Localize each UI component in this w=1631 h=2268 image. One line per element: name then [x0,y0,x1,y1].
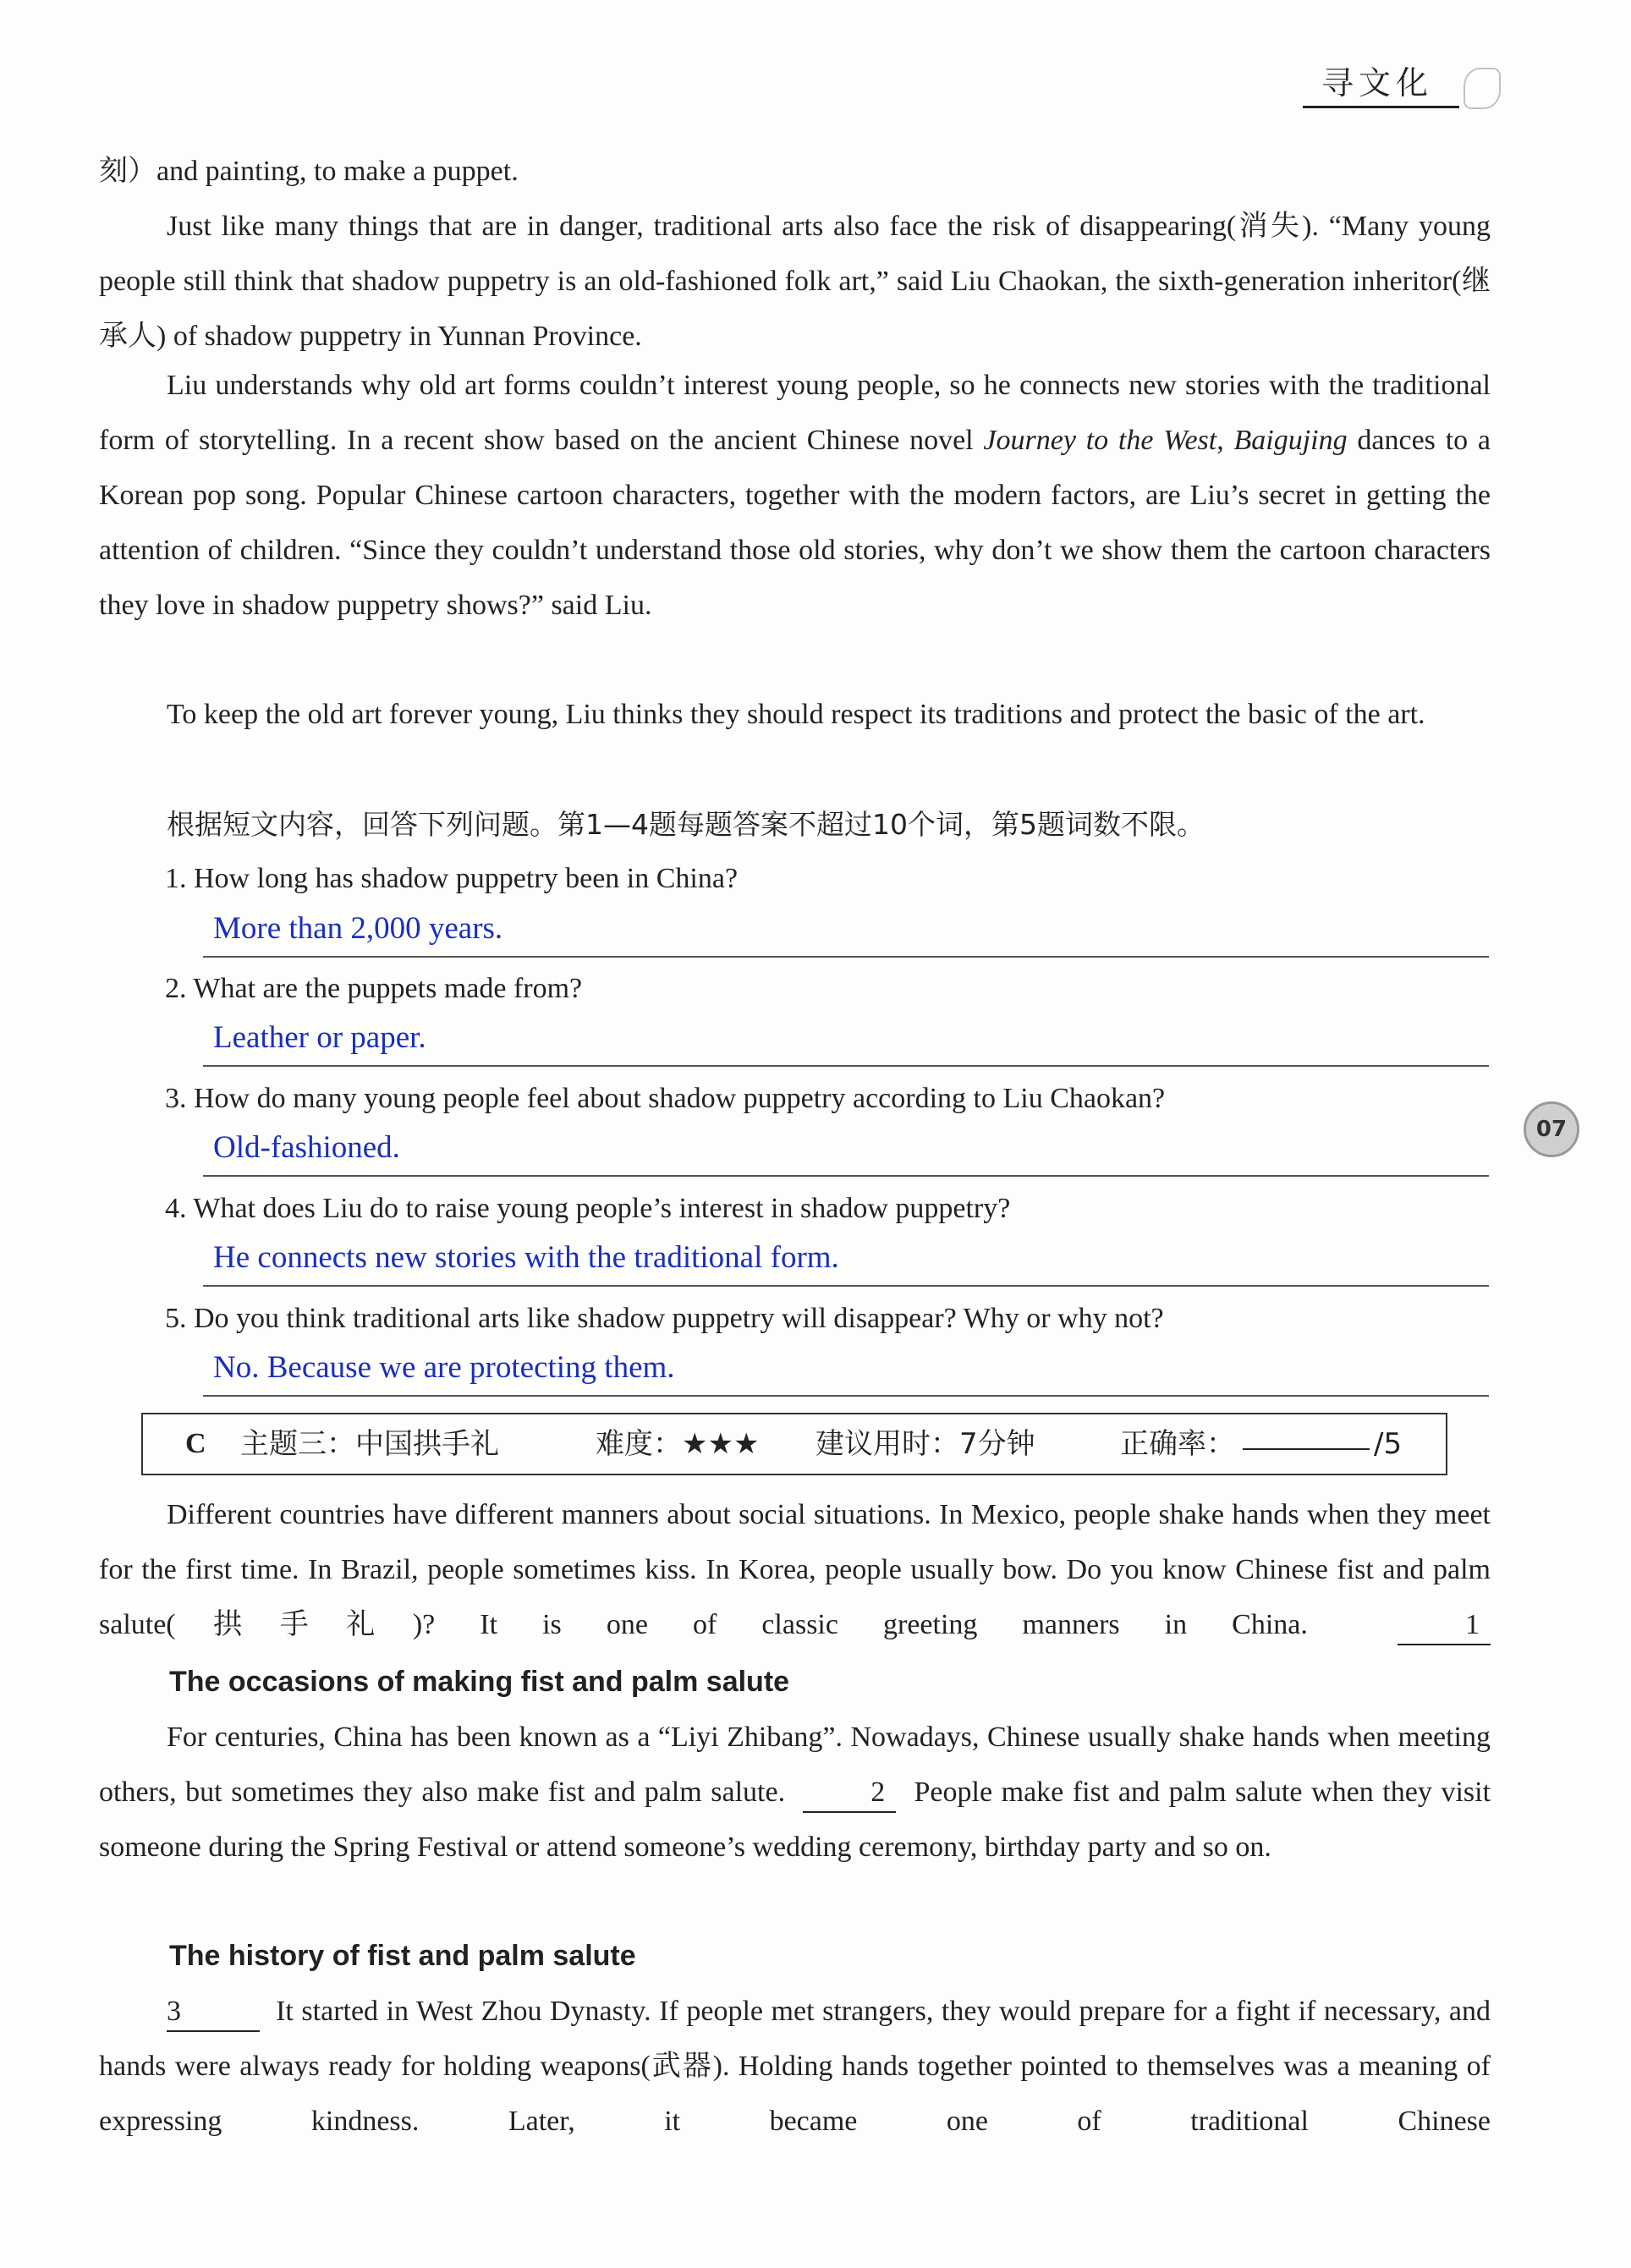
section-difficulty: 难度：★★★ [596,1427,760,1461]
passage-paragraph: 刻）and painting, to make a puppet. [99,156,519,187]
question-text: 4. What does Liu do to raise young people’s interest in shadow puppetry? [165,1193,1011,1224]
question-text: 5. Do you think traditional arts like shadow puppetry will disappear? Why or why not? [165,1303,1164,1334]
ornament-icon [1464,68,1501,109]
section-title: 寻文化 [1321,64,1434,102]
question-text: 3. How do many young people feel about shadow puppetry according to Liu Chaokan? [165,1083,1166,1114]
answer-text: No. Because we are protecting them. [213,1350,675,1385]
section-topic: 主题三：中国拱手礼 [240,1427,499,1461]
accuracy-label: 正确率： [1120,1427,1235,1461]
blank-3[interactable]: 3 [167,1993,260,2032]
passage-paragraph [99,1487,1491,1652]
text-run: For centuries, China has been known as a “Liyi Zhibang”. Nowadays, Chinese usually shake hands when meeting others, but sometimes they also make fist and palm salute. [99,1722,1491,1808]
text-run: Liu understands why old art forms couldn’t interest young people, so he connects new stories with the traditional form of storytelling. In a recent show based on the ancient Chinese novel [99,370,1491,456]
text-run: Different countries have different manners about social situations. In Mexico, people shake hands when they meet for the first time. In Brazil, people sometimes kiss. In Korea, people usually bow. Do you know Chinese fist and palm salute(拱手礼)? It is one of classic greeting manners in China. [99,1499,1491,1640]
subheading: The occasions of making fist and palm salute [169,1666,790,1698]
answer-text: More than 2,000 years. [213,911,503,946]
page-header [1303,47,1464,114]
section-c-bar [141,1413,1447,1475]
passage-paragraph [99,358,1491,633]
answer-line[interactable] [203,1121,1489,1177]
subheading: The history of fist and palm salute [169,1940,636,1972]
book-title: Journey to the West [983,425,1217,456]
header-rule [1303,106,1459,108]
question-text: 1. How long has shadow puppetry been in China? [165,863,739,894]
text-run: People make fist and palm salute when they visit someone during the Spring Festival or attend someone’s wedding ceremony, birthday party and so on. [99,1777,1491,1863]
text-run: It started in West Zhou Dynasty. If people met strangers, they would prepare for a fight if necessary, and hands were always ready for holding weapons(武器). Holding hands together pointed to themselves was a meaning of expressing kindness. Later, it became one of traditional Chinese [99,1996,1491,2137]
blank-2[interactable]: 2 [803,1774,896,1813]
answer-text: He connects new stories with the traditional form. [213,1240,839,1275]
answer-line[interactable] [203,1231,1489,1287]
answer-line[interactable] [203,1011,1489,1067]
page-number-badge: 07 [1524,1101,1579,1157]
text-run: , [1216,425,1234,456]
passage-paragraph [99,1710,1491,1875]
question-instruction: 根据短文内容，回答下列问题。第1—4题每题答案不超过10个词，第5题词数不限。 [167,808,1205,841]
passage-paragraph: To keep the old art forever young, Liu thinks they should respect its traditions and protect the basic of the art. [167,699,1425,730]
text-run: dances to a Korean pop song. Popular Chinese cartoon characters, together with the modern factors, are Liu’s secret in getting the attention of children. “Since they couldn’t understand those old stories, why don’t we show them the cartoon characters they love in shadow puppetry shows?” said Liu. [99,425,1491,621]
character-name: Baigujing [1233,425,1348,456]
question-text: 2. What are the puppets made from? [165,973,583,1004]
passage-paragraph: Just like many things that are in danger, traditional arts also face the risk of disappearing(消失). “Many young people still think that shadow puppetry is an old-fashioned folk art,” said Liu Chaokan, the sixth-generation inheritor(继承人) of shadow puppetry in Yunnan Province. [99,211,1491,352]
section-time: 建议用时：7分钟 [816,1427,1035,1461]
answer-text: Leather or paper. [213,1020,426,1055]
answer-line[interactable] [203,902,1489,958]
section-letter: C [185,1428,206,1459]
passage-paragraph [99,1984,1491,2149]
accuracy-total: /5 [1374,1427,1403,1461]
accuracy-blank[interactable] [1243,1448,1370,1450]
blank-1[interactable]: 1 [1398,1606,1491,1645]
answer-text: Old-fashioned. [213,1130,400,1165]
answer-line[interactable] [203,1341,1489,1397]
